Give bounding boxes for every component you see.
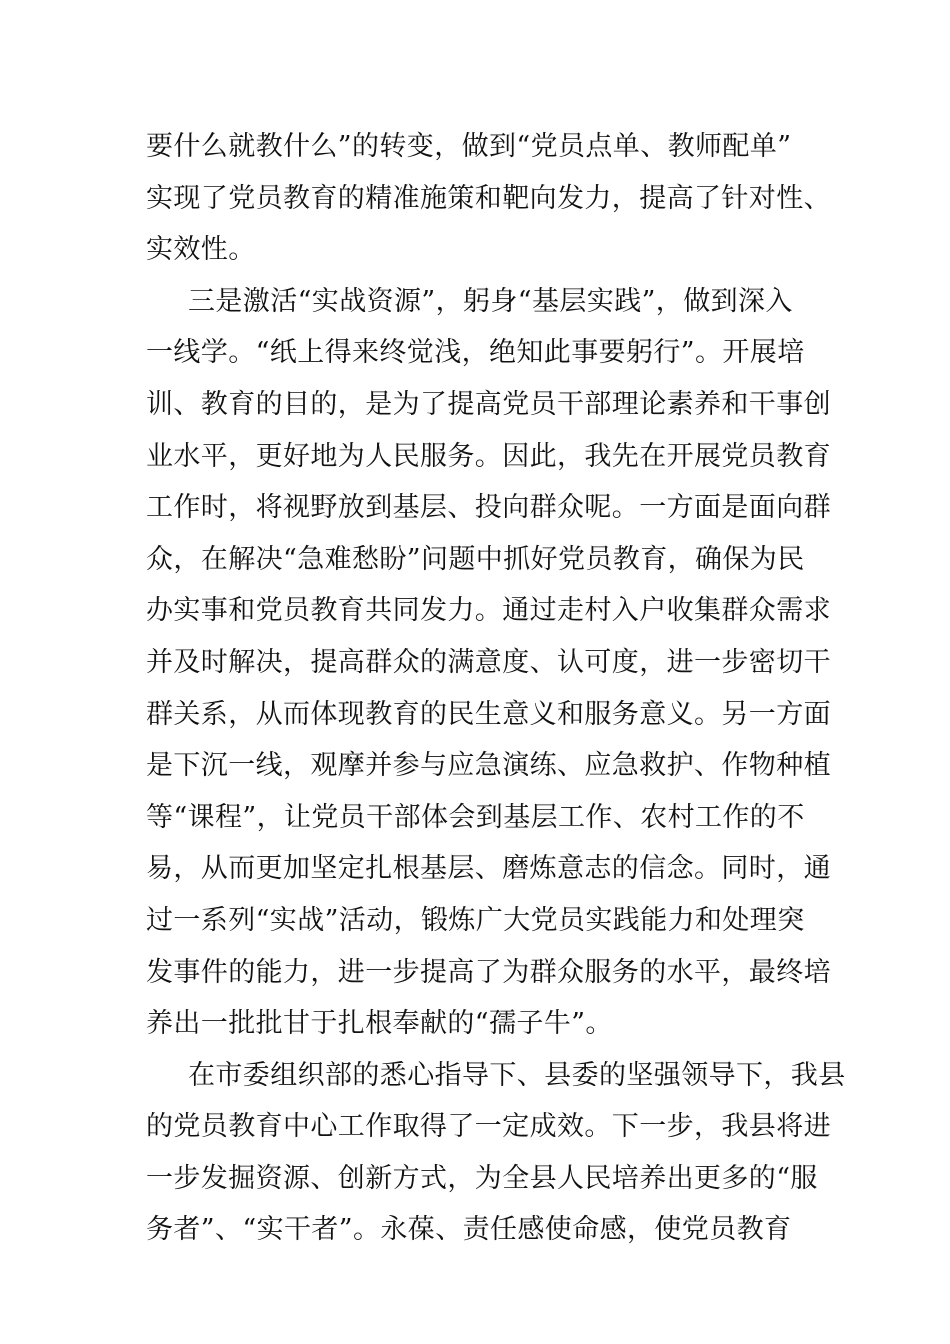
text-line: 务者”、“实干者”。永葆、责任感使命感，使党员教育 bbox=[146, 1214, 792, 1246]
text-line: 过一系列“实战”活动，锻炼广大党员实践能力和处理突 bbox=[146, 904, 805, 936]
text-line: 等“课程”，让党员干部体会到基层工作、农村工作的不 bbox=[146, 801, 805, 833]
text-line: 三是激活“实战资源”，躬身“基层实践”，做到深入 bbox=[188, 285, 793, 317]
text-line: 在市委组织部的悉心指导下、县委的坚强领导下，我县 bbox=[188, 1059, 846, 1091]
text-line: 一步发掘资源、创新方式，为全县人民培养出更多的“服 bbox=[146, 1162, 818, 1194]
text-line: 一线学。“纸上得来终觉浅，绝知此事要躬行”。开展培 bbox=[146, 337, 805, 369]
text-line: 工作时，将视野放到基层、投向群众呢。一方面是面向群 bbox=[146, 492, 831, 524]
document-body bbox=[146, 121, 846, 1256]
text-line: 易，从而更加坚定扎根基层、磨炼意志的信念。同时，通 bbox=[146, 853, 831, 885]
text-line: 众，在解决“急难愁盼”问题中抓好党员教育，确保为民 bbox=[146, 543, 805, 575]
text-line: 发事件的能力，进一步提高了为群众服务的水平，最终培 bbox=[146, 956, 831, 988]
text-line: 要什么就教什么”的转变，做到“党员点单、教师配单” bbox=[146, 131, 792, 162]
text-line: 办实事和党员教育共同发力。通过走村入户收集群众需求 bbox=[146, 595, 831, 627]
text-line: 的党员教育中心工作取得了一定成效。下一步，我县将进 bbox=[146, 1111, 831, 1143]
text-line: 实效性。 bbox=[146, 234, 256, 266]
text-line: 是下沉一线，观摩并参与应急演练、应急救护、作物种植 bbox=[146, 750, 831, 782]
text-line: 实现了党员教育的精准施策和靶向发力，提高了针对性、 bbox=[146, 182, 831, 214]
text-line: 群关系，从而体现教育的民生意义和服务意义。另一方面 bbox=[146, 698, 831, 730]
text-line: 训、教育的目的，是为了提高党员干部理论素养和干事创 bbox=[146, 388, 831, 420]
text-line: 并及时解决，提高群众的满意度、认可度，进一步密切干 bbox=[146, 646, 831, 678]
text-line: 业水平，更好地为人民服务。因此，我先在开展党员教育 bbox=[146, 440, 831, 472]
text-line: 养出一批批甘于扎根奉献的“孺子牛”。 bbox=[146, 1008, 613, 1040]
